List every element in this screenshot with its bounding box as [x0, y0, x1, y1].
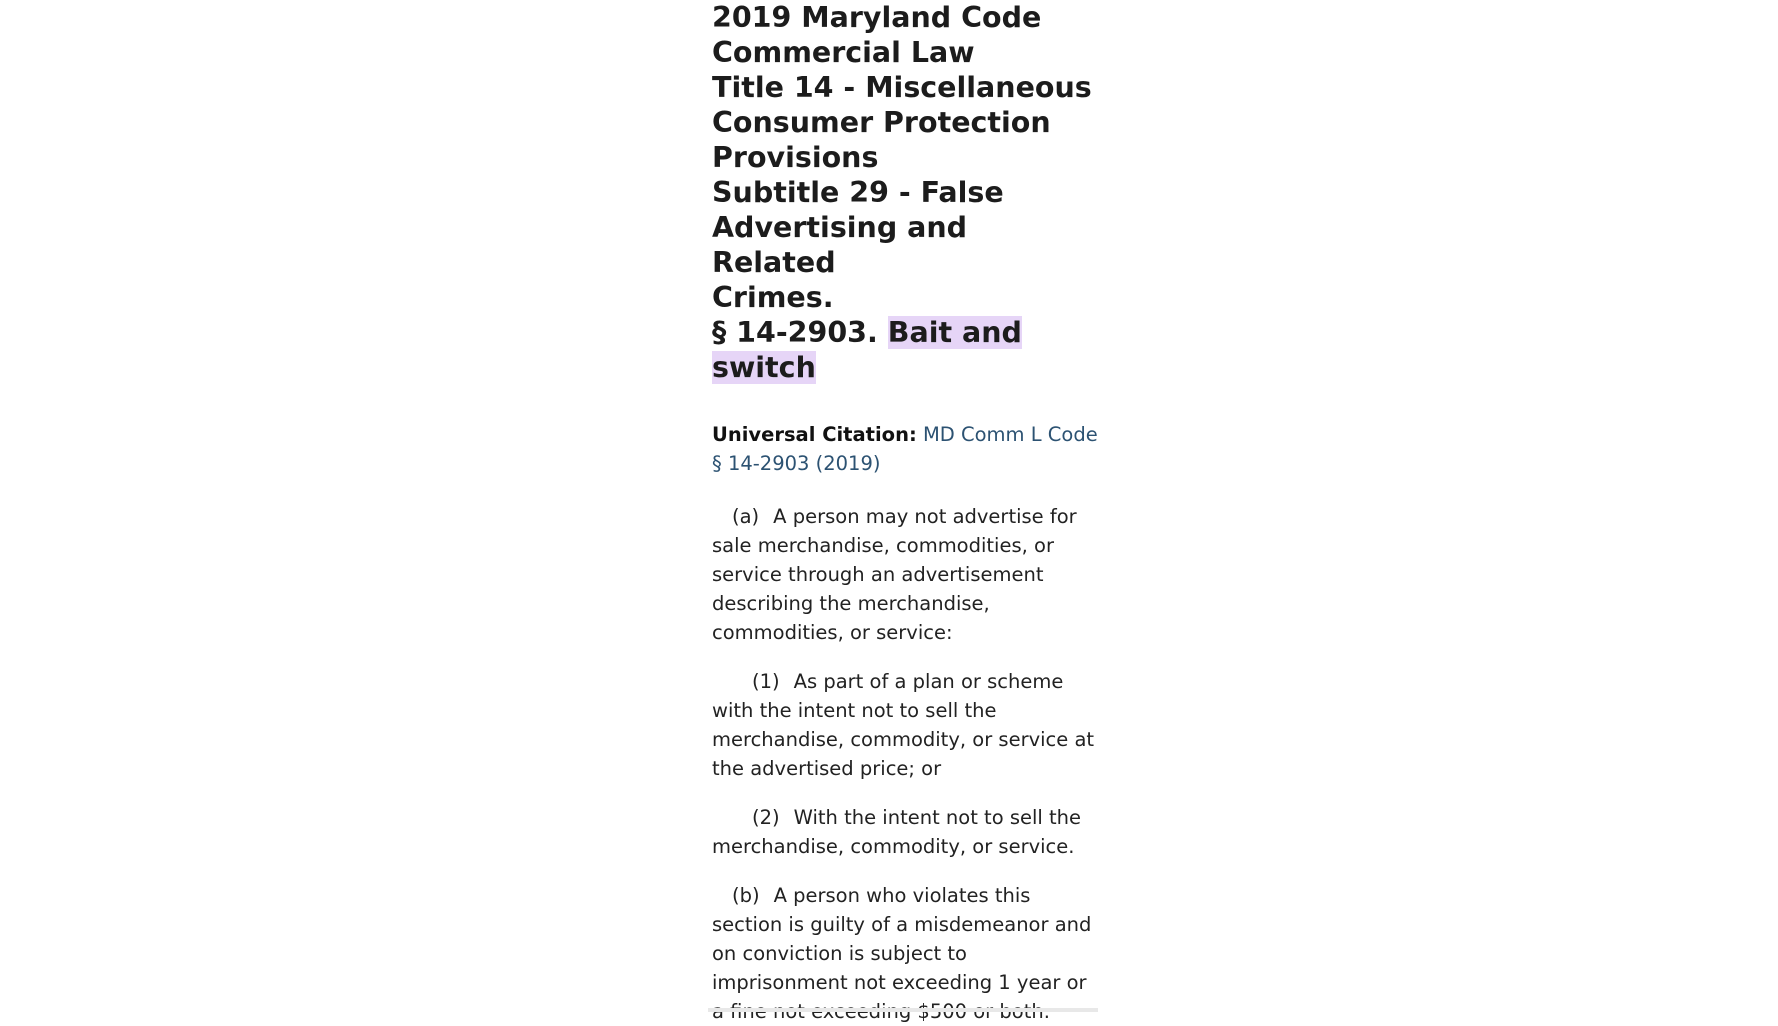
title-line-article: Commercial Law	[712, 36, 975, 69]
universal-citation	[712, 420, 1098, 478]
paragraph-text: As part of a plan or scheme with the intent not to sell the merchandise, commodity, or service at the advertised price; or	[712, 670, 1095, 780]
section-heading	[712, 315, 1098, 350]
bottom-divider	[708, 1008, 1098, 1012]
paragraph-text: A person may not advertise for sale merchandise, commodities, or service through an advertisement describing the merchandise, commodities, or service:	[712, 505, 1077, 644]
title-line-title-end: Provisions	[712, 141, 879, 174]
paragraph-a-2	[712, 803, 1098, 861]
section-name-highlight-cont: switch	[712, 351, 816, 384]
paragraph-a	[712, 502, 1098, 647]
paragraph-a-1	[712, 667, 1098, 783]
citation-link[interactable]: MD Comm L Code § 14-2903 (2019)	[712, 423, 1098, 475]
paragraph-text: With the intent not to sell the merchandise, commodity, or service.	[712, 806, 1082, 858]
document-title	[712, 0, 1098, 385]
title-line-title-cont: Consumer Protection	[712, 106, 1051, 139]
paragraph-marker: (2)	[752, 806, 780, 829]
paragraph-marker: (b)	[732, 884, 760, 907]
title-line-subtitle-end: Crimes.	[712, 281, 834, 314]
section-heading-cont	[712, 350, 1098, 385]
document-column	[712, 0, 1098, 1026]
paragraph-marker: (a)	[732, 505, 760, 528]
title-line-subtitle-cont: Advertising and Related	[712, 211, 968, 279]
paragraph-b	[712, 881, 1098, 1026]
title-line-subtitle: Subtitle 29 - False	[712, 176, 1004, 209]
section-name-highlight: Bait and	[887, 316, 1022, 349]
paragraph-text: A person who violates this section is guilty of a misdemeanor and on conviction is subject to imprisonment not exceeding 1 year or	[712, 884, 1092, 994]
title-line-title: Title 14 - Miscellaneous	[712, 71, 1092, 104]
paragraph-marker: (1)	[752, 670, 780, 693]
title-line-code: 2019 Maryland Code	[712, 1, 1042, 34]
section-number: § 14-2903.	[712, 316, 878, 349]
citation-label: Universal Citation:	[712, 423, 917, 446]
